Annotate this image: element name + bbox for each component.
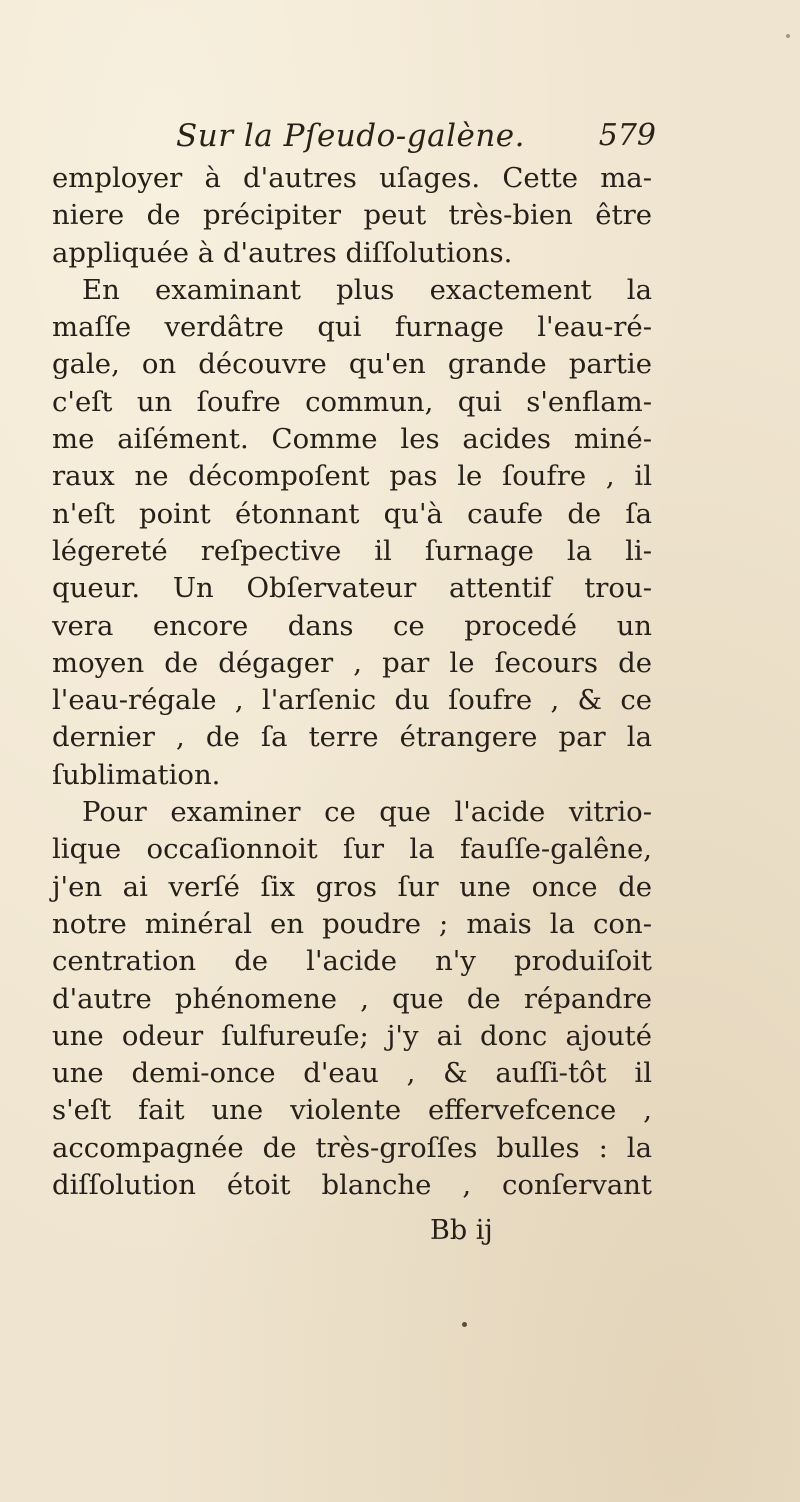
text-line: maſſe verdâtre qui furnage l'eau-ré- xyxy=(52,311,652,344)
text-line: ſublimation. xyxy=(52,758,221,791)
text-line: j'en ai verſé ſix gros ſur une once de xyxy=(52,870,652,903)
text-line: queur. Un Obſervateur attentif trou- xyxy=(52,572,652,605)
text-line: une demi-once d'eau , & auſſi-tôt il xyxy=(52,1057,652,1090)
text-line: d'autre phénomene , que de répandre xyxy=(52,982,652,1015)
text-line: une odeur ſulfureuſe; j'y ai donc ajouté xyxy=(52,1019,652,1052)
text-line: gale, on découvre qu'en grande partie xyxy=(52,348,652,381)
text-line: centration de l'acide n'y produiſoit xyxy=(52,945,652,978)
text-line: n'eſt point étonnant qu'à caufe de ſa xyxy=(52,497,652,530)
text-line: accompagnée de très-groſſes bulles : la xyxy=(52,1131,652,1164)
text-line: c'eſt un ſoufre commun, qui s'enflam- xyxy=(52,385,652,418)
page-number: 579 xyxy=(598,118,656,153)
text-line: dernier , de ſa terre étrangere par la xyxy=(52,721,652,754)
text-line: me aiſément. Comme les acides miné- xyxy=(52,423,652,456)
text-line: légereté reſpective il ſurnage la li- xyxy=(52,534,652,567)
text-line: Pour examiner ce que l'acide vitrio- xyxy=(82,796,652,829)
text-line: vera encore dans ce procedé un xyxy=(52,609,652,642)
text-line: moyen de dégager , par le ſecours de xyxy=(52,646,652,679)
text-line: niere de précipiter peut très-bien être xyxy=(52,199,652,232)
signature-mark: Bb ij xyxy=(430,1215,493,1246)
text-line: appliquée à d'autres diſſolutions. xyxy=(52,236,513,269)
running-header xyxy=(176,118,656,162)
text-line: lique occaſionnoit ſur la fauſſe-galêne, xyxy=(52,833,652,866)
text-line: diſſolution étoit blanche , conſervant xyxy=(52,1169,652,1202)
running-title: Sur la Pſeudo-galène. xyxy=(176,118,526,154)
paper-speck xyxy=(786,34,790,38)
text-line: notre minéral en poudre ; mais la con- xyxy=(52,907,652,940)
text-line: s'eſt fait une violente effervefcence , xyxy=(52,1094,652,1127)
text-line: l'eau-régale , l'arſenic du ſoufre , & ce xyxy=(52,684,652,717)
text-line: En examinant plus exactement la xyxy=(82,273,652,306)
paper-speck xyxy=(462,1322,467,1327)
body-text xyxy=(52,160,652,1204)
text-line: employer à d'autres uſages. Cette ma- xyxy=(52,162,652,194)
text-line: raux ne décompoſent pas le ſoufre , il xyxy=(52,460,652,493)
